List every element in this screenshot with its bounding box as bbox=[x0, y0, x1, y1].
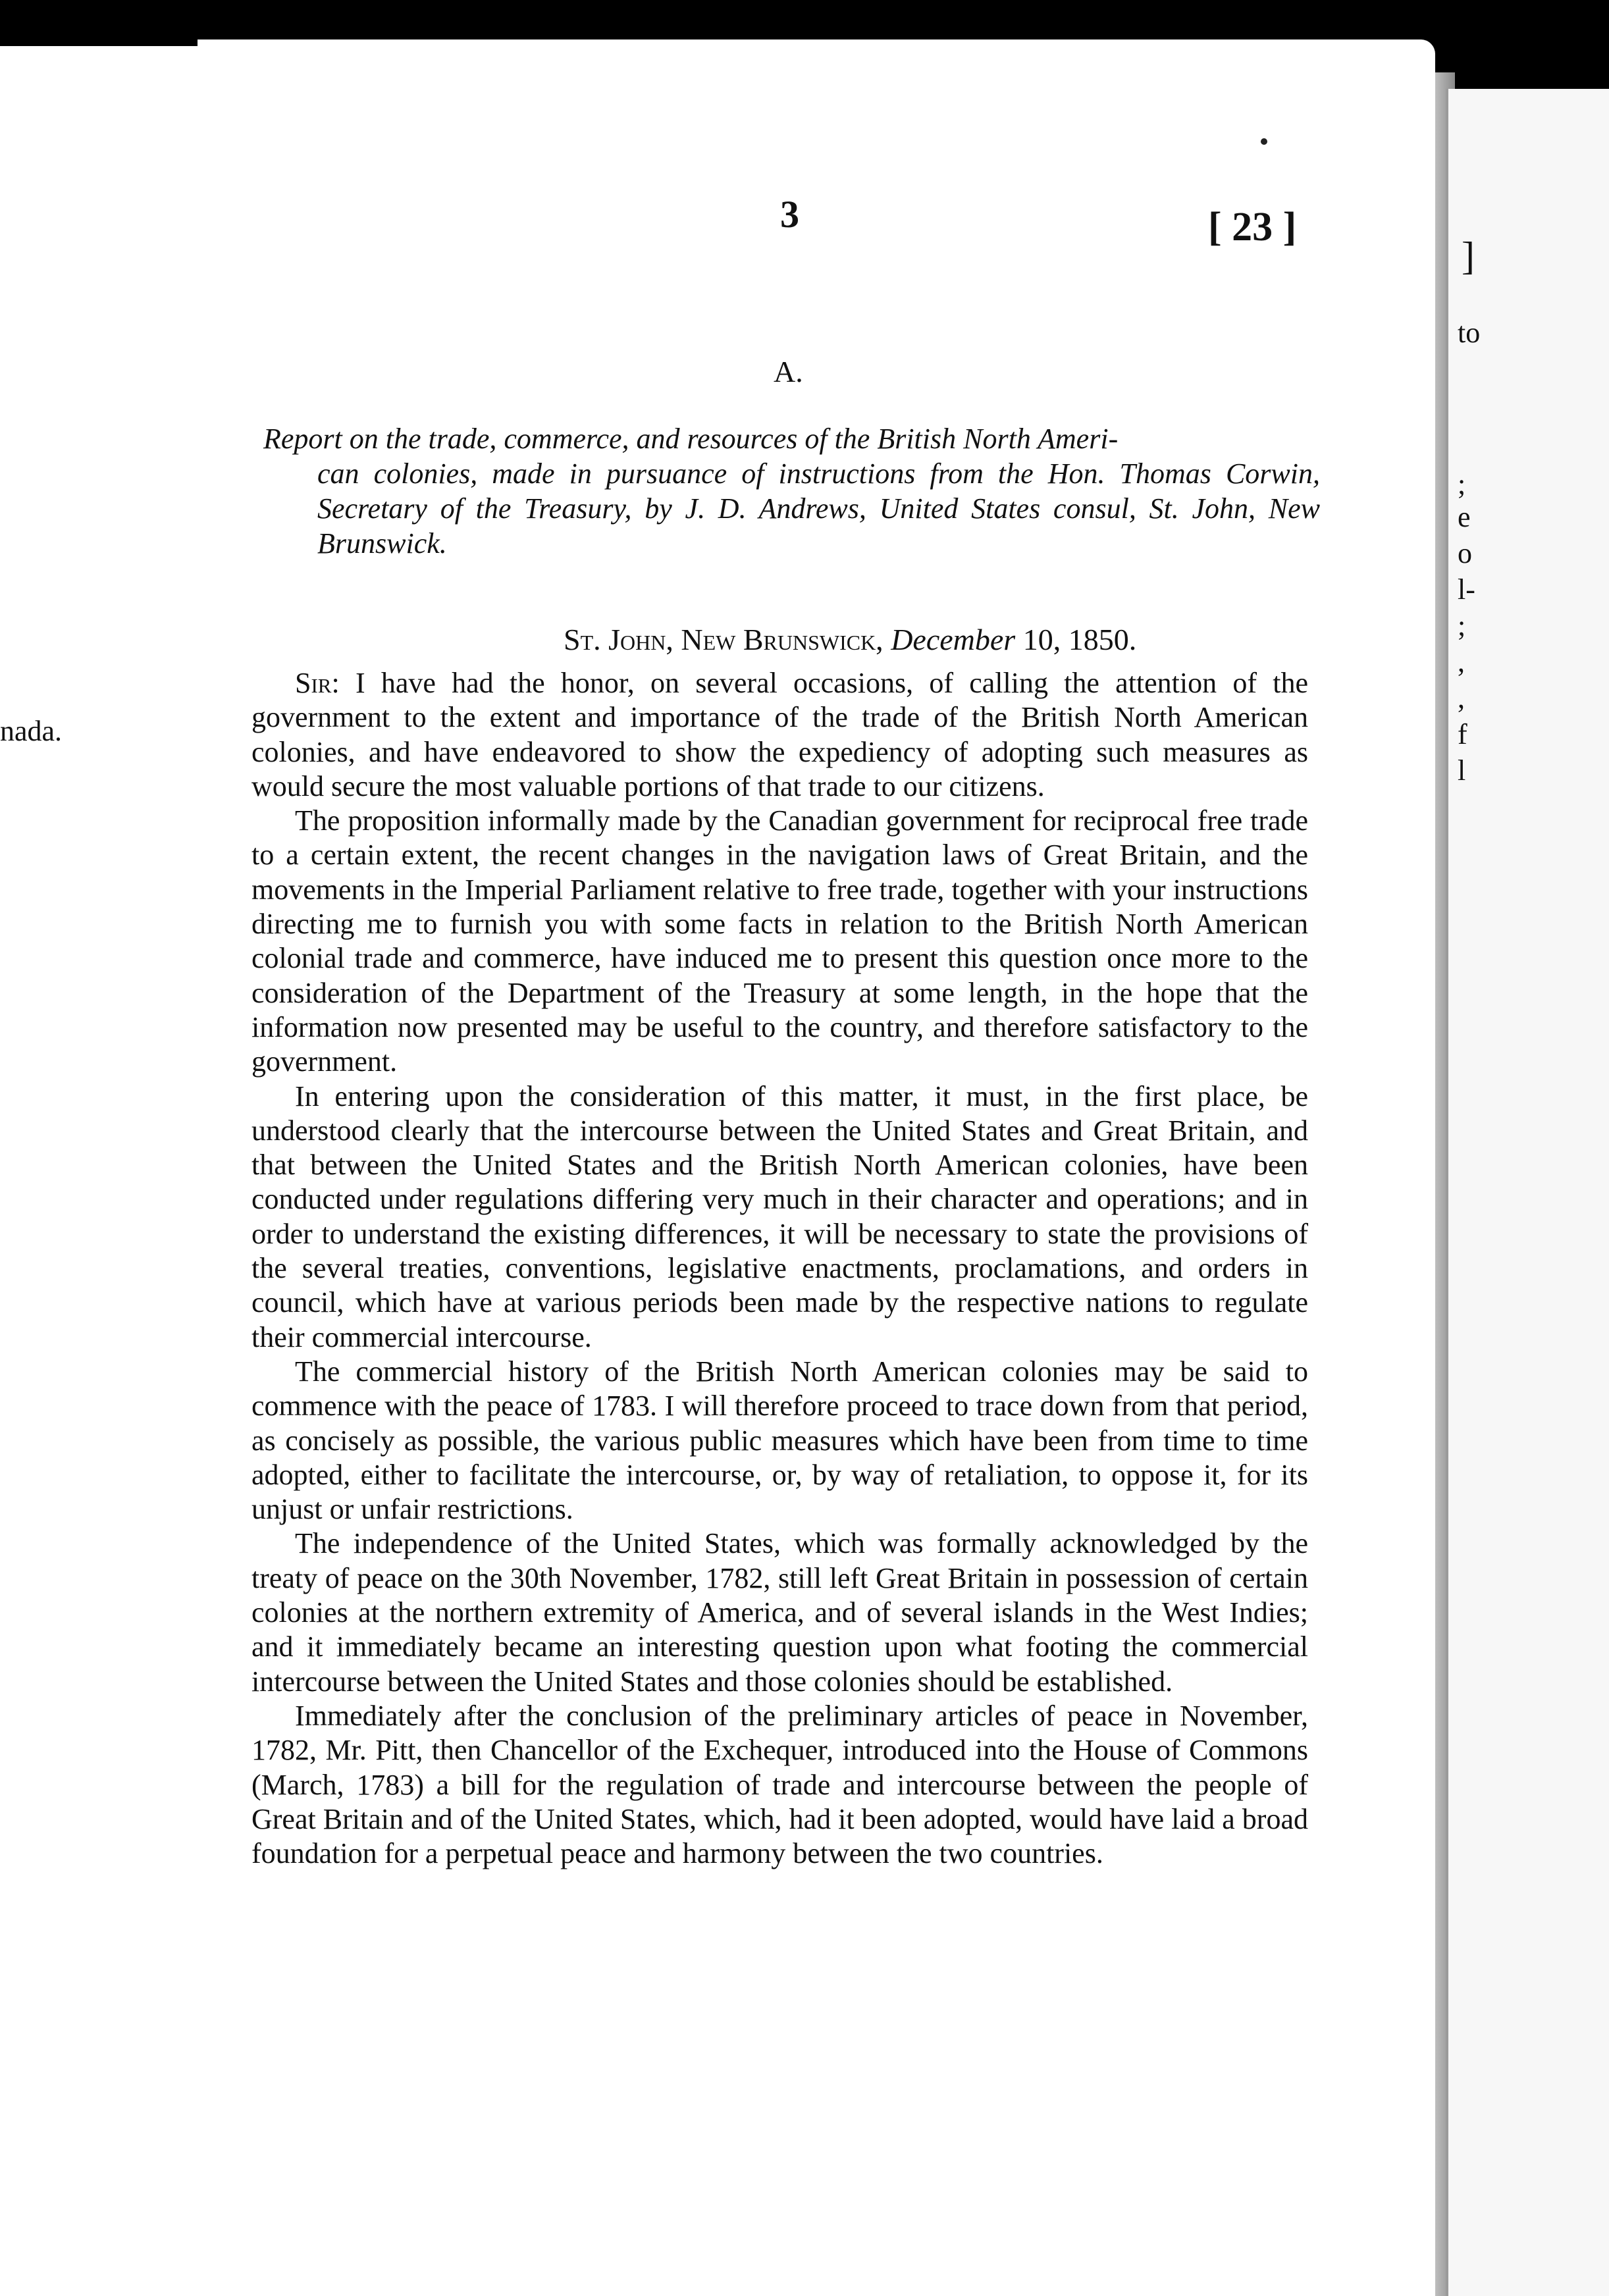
next-page-fragment: ; bbox=[1458, 468, 1466, 500]
report-title-continuation: can colonies, made in pursuance of instructions from the Hon. Thomas Corwin, Secretary of the Treasury, by J. D. Andrews, United States consul, St. John, New Brunswick. bbox=[317, 457, 1320, 560]
salutation: Sir: bbox=[295, 667, 340, 699]
next-page-fragment: , bbox=[1458, 646, 1465, 678]
next-page-fragment: f bbox=[1458, 718, 1467, 750]
letter-body bbox=[251, 666, 1308, 1871]
body-paragraph: The independence of the United States, which was formally acknowledged by the treaty of peace on the 30th November, 1782, still left Great Britain in possession of certain colonies at the northern extremity of America, and of several islands in the West Indies; and it immediately became an interesting question upon what footing the commercial intercourse between the United States and those colonies should be established. bbox=[251, 1527, 1308, 1698]
body-paragraph: In entering upon the consideration of this matter, it must, in the first place, be understood clearly that the intercourse between the United States and Great Britain, and that between the United States and the British North American colonies, have been conducted under regulations differing very much in their character and operations; and in order to understand the existing differences, it will be necessary to state the provisions of the several treaties, conventions, legislative enactments, proclamations, and orders in council, which have at various periods been made by the respective nations to regulate their commercial intercourse. bbox=[251, 1080, 1308, 1353]
next-page-fragment: l- bbox=[1458, 573, 1475, 606]
body-paragraph: The proposition informally made by the Canadian government for reciprocal free trade to a certain extent, the recent changes in the navigation laws of Great Britain, and the movements in the Imperial Parliament relative to free trade, together with your instructions directing me to furnish you with some facts in relation to the British North American colonial trade and commerce, have induced me to present this question once more to the consideration of the Department of the Treasury at some length, in the hope that the information now presented may be useful to the country, and therefore satisfactory to the government. bbox=[251, 804, 1308, 1078]
previous-page-text-fragment: nada. bbox=[0, 715, 63, 747]
previous-page-edge bbox=[0, 46, 198, 2296]
body-paragraph: Immediately after the conclusion of the preliminary articles of peace in November, 1782, Mr. Pitt, then Chancellor of the Exchequer, introduced into the House of Commons (March, 1783) a bill for the regulation of trade and intercourse between the people of Great Britain and of the United States, which, had it been adopted, would have laid a broad foundation for a perpetual peace and harmony between the two countries. bbox=[251, 1699, 1308, 1870]
document-page bbox=[198, 39, 1435, 2296]
next-page-fragment: , bbox=[1458, 682, 1465, 714]
next-page-fragment: l bbox=[1458, 754, 1466, 787]
section-letter: A. bbox=[774, 355, 803, 388]
print-speck bbox=[1261, 138, 1267, 145]
body-paragraph: The commercial history of the British North American colonies may be said to commence with the peace of 1783. I will therefore proceed to trace down from that period, as concisely as possible, the various public measures which have been from time to time adopted, either to facilitate the intercourse, or, by way of retaliation, to oppose it, for its unjust or unfair restrictions. bbox=[251, 1355, 1308, 1526]
next-page-fragment: ] bbox=[1462, 234, 1475, 278]
report-title-first-line: Report on the trade, commerce, and resources of the British North Ameri- bbox=[263, 423, 1119, 455]
dateline-day-year: 10, 1850. bbox=[1022, 623, 1137, 656]
next-page-fragment: to bbox=[1458, 317, 1481, 349]
next-page-fragment: ; bbox=[1458, 610, 1466, 642]
dateline-place: St. John, New Brunswick, bbox=[564, 623, 884, 656]
paragraph-text: I have had the honor, on several occasions, of calling the attention of the government to the extent and importance of the trade of the British North American colonies, and have endeavored to show the expediency of adopting such measures as would secure the most valuable portions of that trade to our citizens. bbox=[251, 667, 1308, 802]
report-title bbox=[263, 421, 1320, 561]
next-page-fragment: o bbox=[1458, 537, 1472, 569]
page-number: 3 bbox=[780, 193, 799, 236]
next-page-edge bbox=[1446, 89, 1609, 2296]
dateline bbox=[564, 622, 1136, 657]
document-number: [ 23 ] bbox=[1208, 205, 1297, 249]
dateline-month: December bbox=[891, 623, 1016, 656]
next-page-fragment: e bbox=[1458, 501, 1471, 533]
body-paragraph bbox=[251, 666, 1308, 804]
